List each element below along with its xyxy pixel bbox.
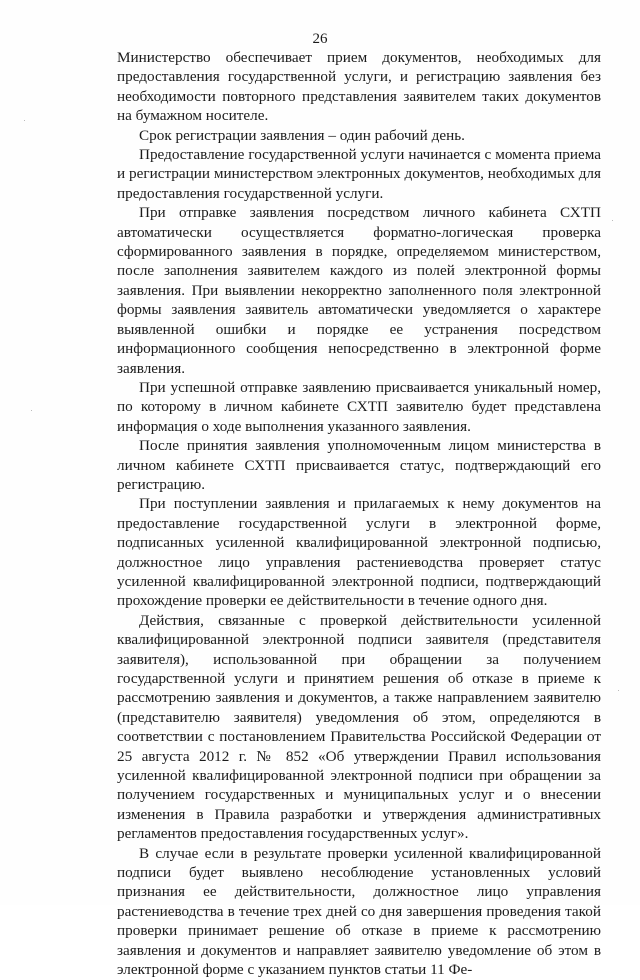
scan-artifact	[612, 220, 613, 221]
page-number: 26	[312, 31, 328, 47]
document-body	[117, 48, 601, 980]
paragraph-2: Срок регистрации заявления – один рабочий день.	[139, 126, 465, 144]
paragraph-6: После принятия заявления уполномоченным лицом министерства в личном кабинете СХТП присваивается статус, подтверждающий его регистрацию.	[117, 437, 601, 493]
paragraph-9: В случае если в результате проверки усиленной квалифицированной подписи будет выявлено несоблюдение установленных условий признания ее действительности, должностное лицо управления растениеводства в течение трех дней со дня завершения проведения такой проверки принимает решение об отказе в приеме к рассмотрению заявления и документов и направляет заявителю уведомление об этом в электронной форме с указанием пунктов статьи 11 Фе-	[117, 844, 601, 979]
paragraph-7: При поступлении заявления и прилагаемых к нему документов на предоставление государственной услуги в электронной форме, подписанных усиленной квалифицированной электронной подписью, должностное лицо управления растениеводства проверяет статус усиленной квалифицированной электронной подписи, подтверждающий прохождение проверки ее действительности в течение одного дня.	[117, 495, 601, 610]
scan-artifact	[24, 120, 25, 121]
scan-artifact	[618, 690, 619, 691]
paragraph-1: Министерство обеспечивает прием документов, необходимых для предоставления государственной услуги, и регистрацию заявления без необходимости повторного представления заявителем таких документов на бумажном носителе.	[117, 49, 601, 125]
paragraph-8: Действия, связанные с проверкой действительности усиленной квалифицированной электронной подписи заявителя (представителя заявителя), использованной при обращении за получением государственной услуги и принятием решения об отказе в приеме к рассмотрению заявления и документов, а также направлением заявителю (представителю заявителя) уведомления об этом, определяются в соответствии с постановлением Правительства Российской Федерации от 25 августа 2012 г. № 852 «Об утверждении Правил использования усиленной квалифицированной электронной подписи при обращении за получением государственных и муниципальных услуг и о внесении изменения в Правила разработки и утверждения административных регламентов предоставления государственных услуг».	[117, 611, 601, 843]
scan-artifact	[31, 410, 32, 411]
paragraph-3: Предоставление государственной услуги начинается с момента приема и регистрации министерством электронных документов, необходимых для предоставления государственной услуги.	[117, 146, 601, 202]
paragraph-4: При отправке заявления посредством личного кабинета СХТП автоматически осуществляется форматно-логическая проверка сформированного заявления в порядке, определяемом министерством, после заполнения заявителем каждого из полей электронной формы заявления. При выявлении некорректно заполненного поля электронной формы заявления заявитель автоматически уведомляется о характере выявленной ошибки и порядке ее устранения посредством информационного сообщения непосредственно в электронной форме заявления.	[117, 204, 601, 377]
paragraph-5: При успешной отправке заявлению присваивается уникальный номер, по которому в личном кабинете СХТП заявителю будет представлена информация о ходе выполнения указанного заявления.	[117, 378, 601, 435]
